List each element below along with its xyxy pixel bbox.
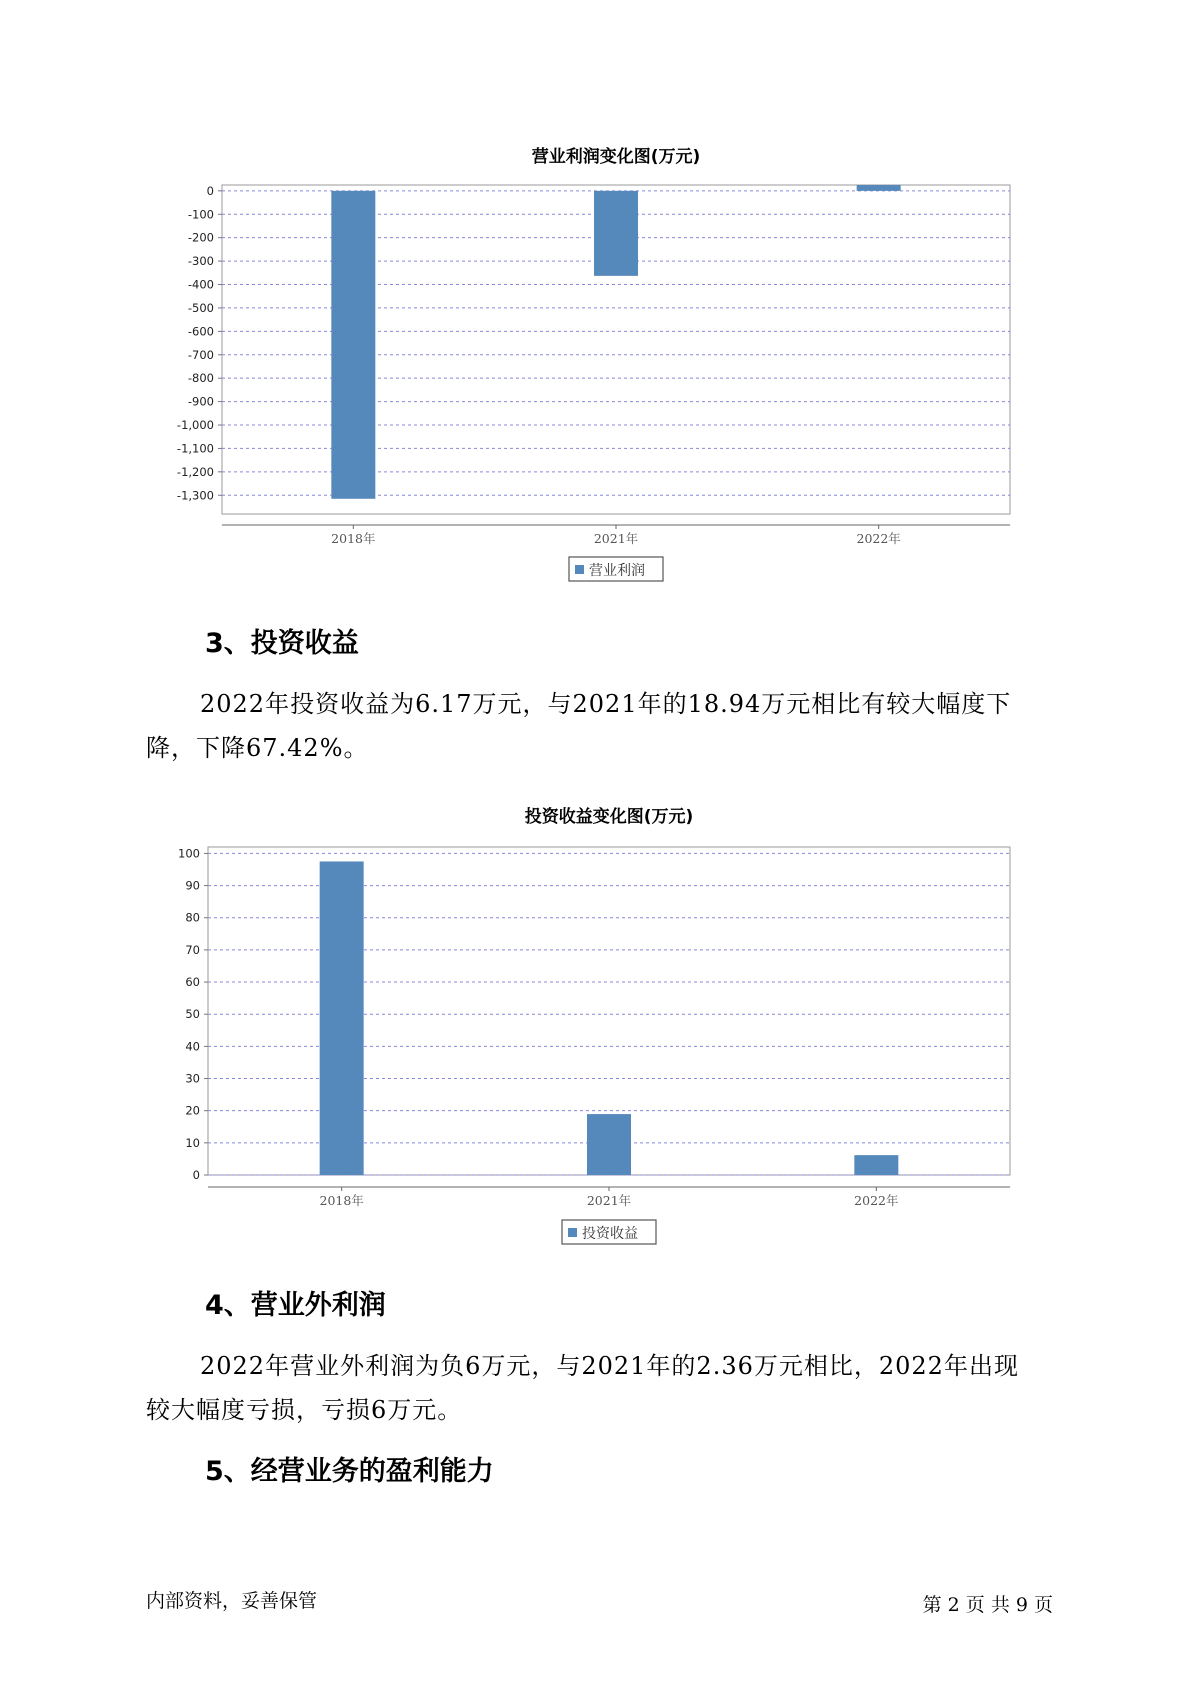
operating-profit-title: 营业利润变化图(万元) xyxy=(531,147,701,167)
operating-profit-category-label: 2018年 xyxy=(331,531,376,546)
investment-income-legend xyxy=(562,1220,656,1244)
section-5-heading: 5、经营业务的盈利能力 xyxy=(205,1456,494,1487)
section-4-heading: 4、营业外利润 xyxy=(205,1290,386,1321)
investment-income-title: 投资收益变化图(万元) xyxy=(524,807,694,827)
investment-income-ytick-label: 30 xyxy=(185,1071,200,1086)
investment-income-ytick-label: 20 xyxy=(185,1103,200,1118)
investment-income-ytick-label: 50 xyxy=(185,1007,200,1022)
investment-income-category-label: 2018年 xyxy=(319,1193,364,1208)
operating-profit-ytick-label: -100 xyxy=(187,207,214,222)
investment-income-category-label: 2022年 xyxy=(854,1193,899,1208)
operating-profit-category-label: 2022年 xyxy=(856,531,901,546)
operating-profit-ytick-label: -800 xyxy=(187,371,214,386)
operating-profit-ytick-label: 0 xyxy=(206,183,214,198)
operating-profit-ytick-label: -1,100 xyxy=(176,441,214,456)
operating-profit-ytick-label: -400 xyxy=(187,277,214,292)
operating-profit-ytick-label: -200 xyxy=(187,230,214,245)
operating-profit-ytick-label: -1,200 xyxy=(176,464,214,479)
section-3-line-1: 2022年投资收益为6.17万元，与2021年的18.94万元相比有较大幅度下 xyxy=(200,690,1012,718)
investment-income-legend-label: 投资收益 xyxy=(582,1226,638,1242)
footer-confidential-note: 内部资料，妥善保管 xyxy=(146,1590,318,1612)
section-4-paragraph xyxy=(146,1344,1056,1432)
section-3-heading: 3、投资收益 xyxy=(205,628,359,659)
operating-profit-ytick-label: -1,000 xyxy=(176,418,214,433)
operating-profit-ytick-label: -700 xyxy=(187,347,214,362)
investment-income-category-label: 2021年 xyxy=(586,1193,632,1208)
investment-income-ytick-label: 40 xyxy=(185,1039,200,1054)
investment-income-bar xyxy=(854,1155,898,1175)
section-4-line-2: 较大幅度亏损，亏损6万元。 xyxy=(146,1396,463,1424)
operating-profit-ytick-label: -600 xyxy=(187,324,214,339)
investment-income-bar xyxy=(320,861,364,1175)
operating-profit-ytick-label: -900 xyxy=(187,394,214,409)
operating-profit-ytick-label: -300 xyxy=(187,254,214,269)
investment-income-ytick-label: 10 xyxy=(185,1135,200,1150)
investment-income-ytick-label: 100 xyxy=(178,846,200,861)
investment-income-ytick-label: 60 xyxy=(185,975,200,990)
operating-profit-category-label: 2021年 xyxy=(593,531,639,546)
operating-profit-ytick-label: -500 xyxy=(187,300,214,315)
section-3-line-2: 降，下降67.42%。 xyxy=(146,734,369,762)
investment-income-ytick-label: 70 xyxy=(185,942,200,957)
investment-income-legend-swatch xyxy=(568,1228,577,1237)
operating-profit-legend-label: 营业利润 xyxy=(589,563,645,579)
operating-profit-ytick-label: -1,300 xyxy=(176,488,214,503)
investment-income-ytick-label: 90 xyxy=(185,878,200,893)
investment-income-ytick-label: 80 xyxy=(185,910,200,925)
investment-income-ytick-label: 0 xyxy=(192,1168,200,1182)
footer-page-number: 第 2 页 共 9 页 xyxy=(922,1594,1053,1616)
section-4-line-1: 2022年营业外利润为负6万元，与2021年的2.36万元相比，2022年出现 xyxy=(200,1352,1019,1380)
investment-income-bar xyxy=(587,1114,631,1175)
